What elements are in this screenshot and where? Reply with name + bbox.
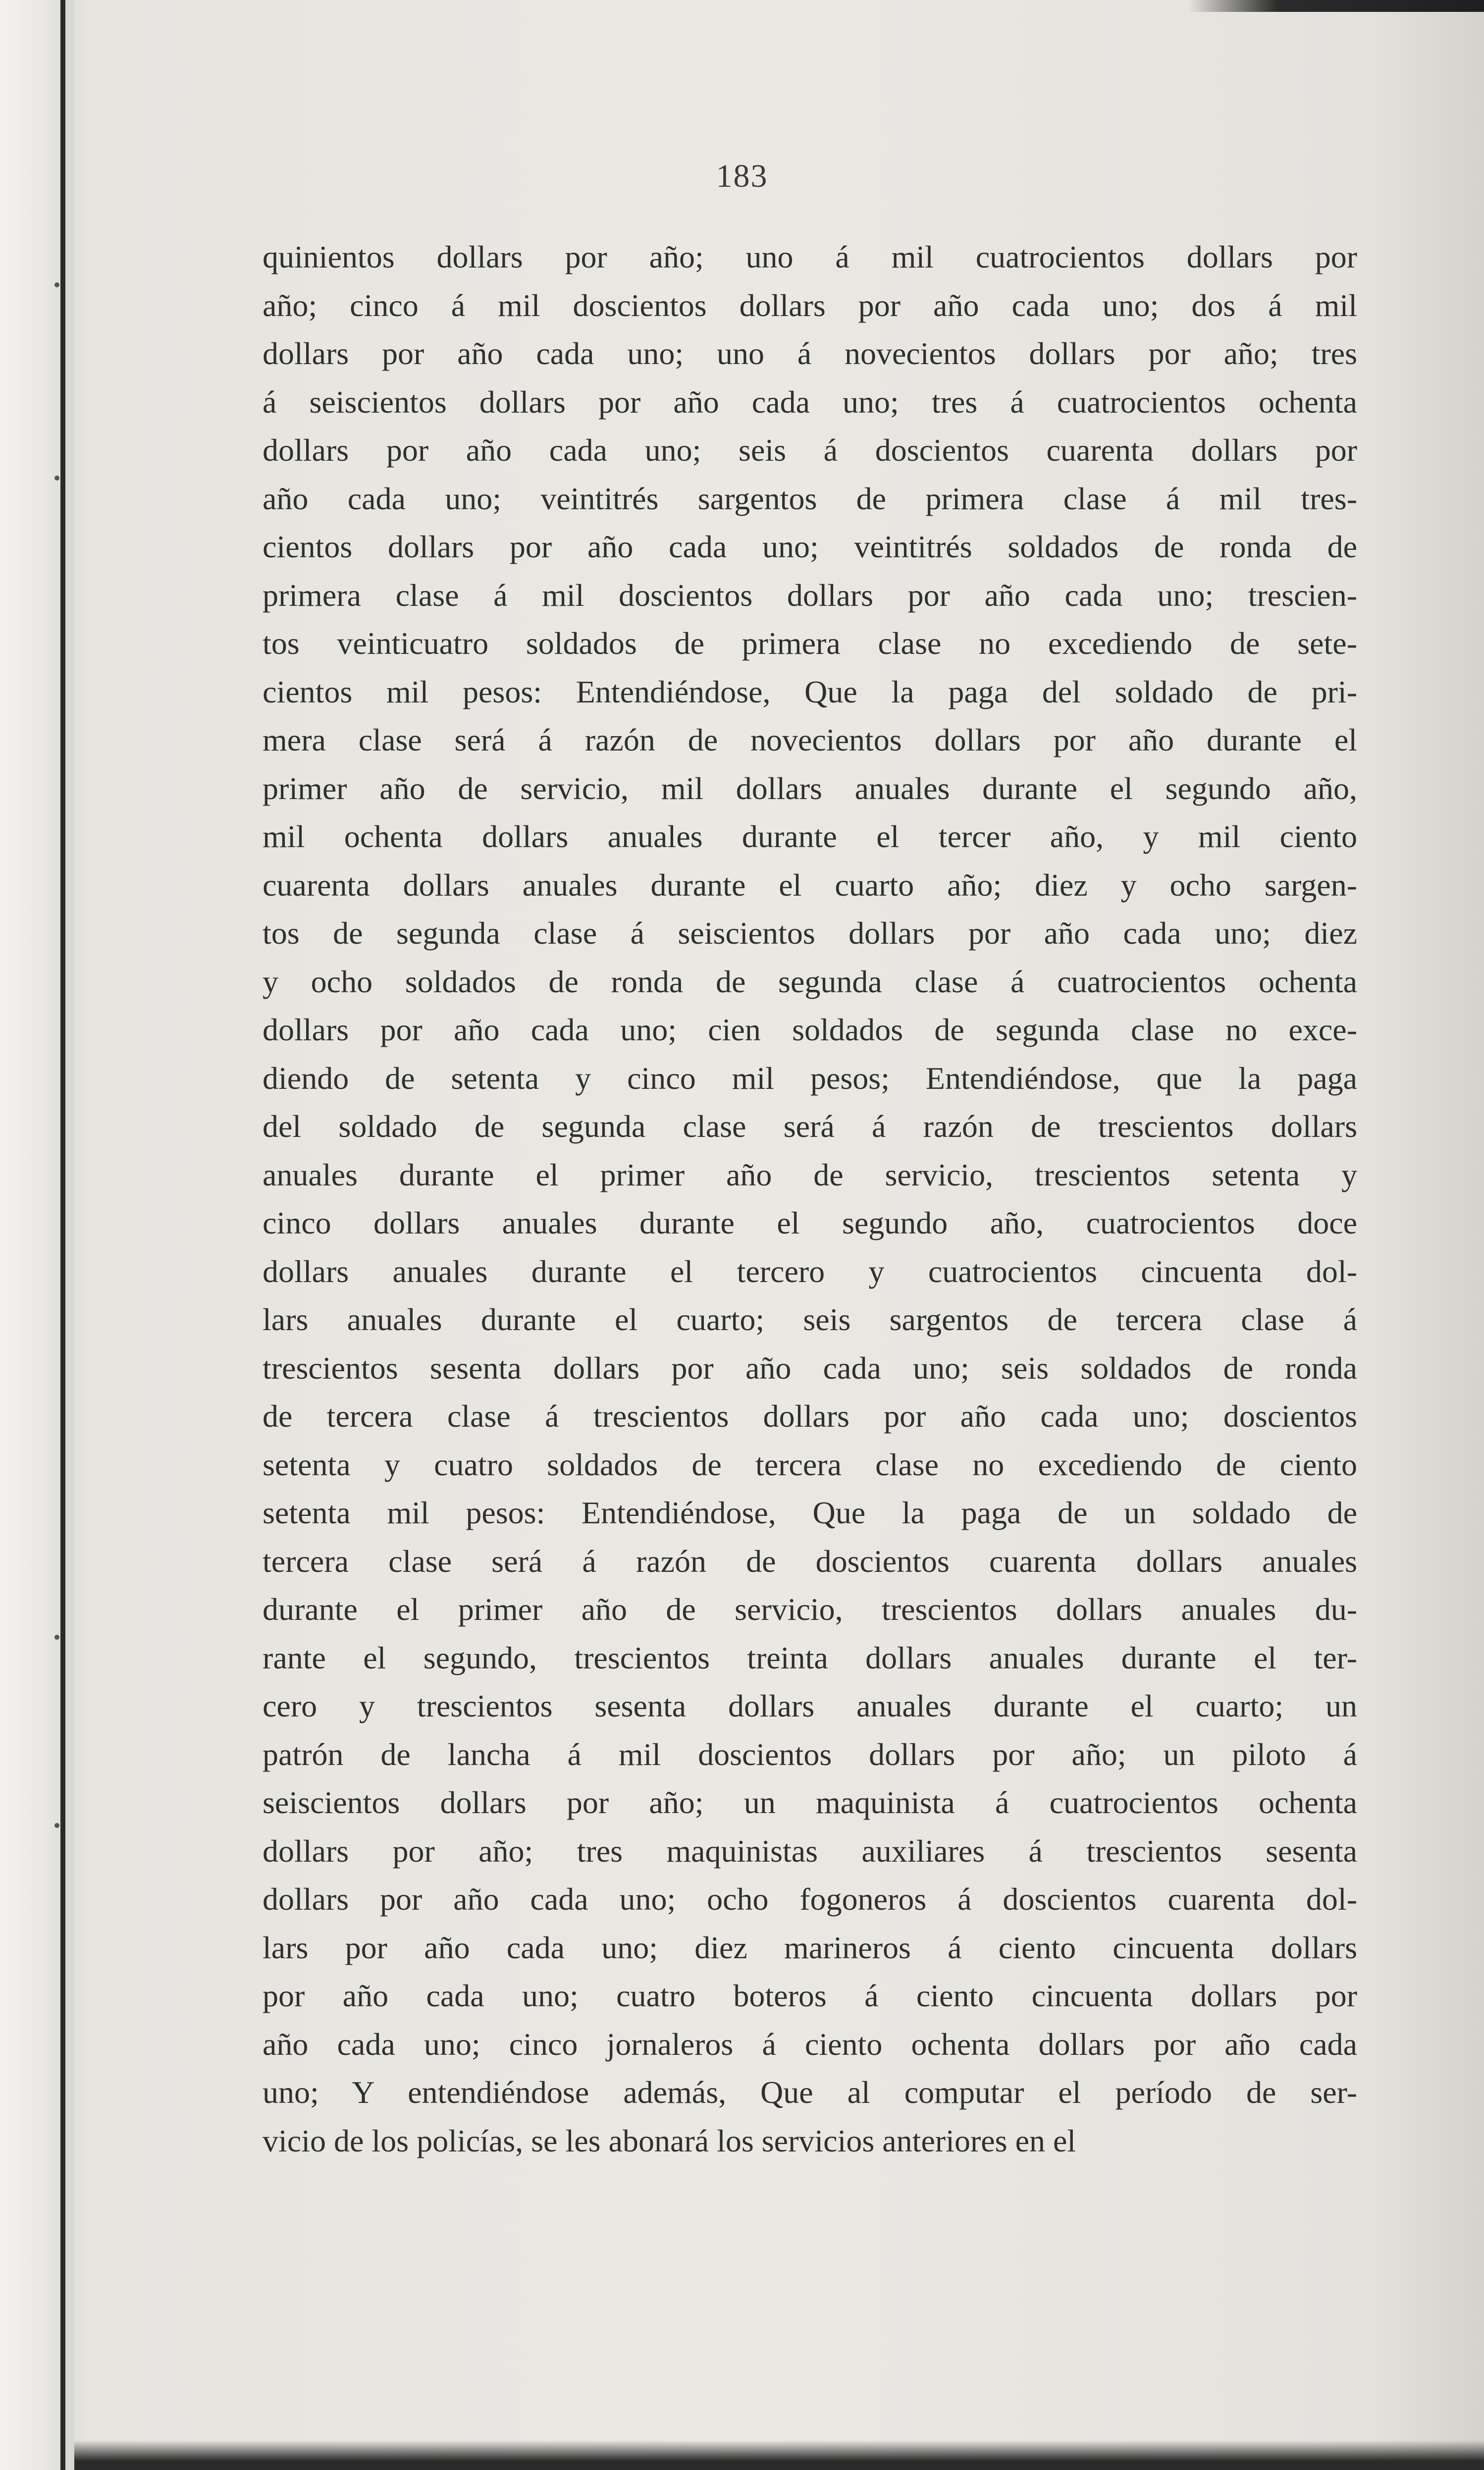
- text-line: uno; Y entendiéndose además, Que al computar el período de ser-: [263, 2075, 1357, 2110]
- text-line: año cada uno; veintitrés sargentos de primera clase á mil tres-: [263, 481, 1357, 516]
- text-line: cientos dollars por año cada uno; veintitrés soldados de ronda de: [263, 529, 1357, 564]
- text-line: trescientos sesenta dollars por año cada uno; seis soldados de ronda: [263, 1350, 1357, 1386]
- text-line: vicio de los policías, se les abonará los servicios anteriores en el: [263, 2123, 1076, 2158]
- text-line: dollars por año cada uno; uno á novecientos dollars por año; tres: [263, 336, 1357, 371]
- text-line: lars anuales durante el cuarto; seis sargentos de tercera clase á: [263, 1302, 1357, 1337]
- text-line: dollars por año cada uno; seis á doscientos cuarenta dollars por: [263, 432, 1357, 468]
- text-line: cinco dollars anuales durante el segundo año, cuatrocientos doce: [263, 1205, 1357, 1240]
- page-number: 183: [716, 158, 768, 194]
- text-line: y ocho soldados de ronda de segunda clase á cuatrocientos ochenta: [263, 964, 1357, 999]
- text-line: del soldado de segunda clase será á razón de trescientos dollars: [263, 1109, 1357, 1144]
- text-line: primera clase á mil doscientos dollars por año cada uno; trescien-: [263, 577, 1357, 613]
- text-line: año cada uno; cinco jornaleros á ciento ochenta dollars por año cada: [263, 2026, 1357, 2062]
- margin-speck: [54, 1635, 59, 1640]
- text-line: tos de segunda clase á seiscientos dollars por año cada uno; diez: [263, 915, 1357, 951]
- text-line: dollars por año; tres maquinistas auxiliares á trescientos sesenta: [263, 1833, 1357, 1869]
- text-line: por año cada uno; cuatro boteros á ciento cincuenta dollars por: [263, 1978, 1357, 2013]
- text-line: setenta mil pesos: Entendiéndose, Que la paga de un soldado de: [263, 1495, 1357, 1530]
- page-bottom-edge: [74, 2440, 1484, 2470]
- text-line: tercera clase será á razón de doscientos cuarenta dollars anuales: [263, 1543, 1357, 1579]
- margin-speck: [54, 476, 59, 481]
- body-text: [263, 233, 1357, 2165]
- text-line: setenta y cuatro soldados de tercera clase no excediendo de ciento: [263, 1447, 1357, 1482]
- text-line: dollars por año cada uno; ocho fogoneros á doscientos cuarenta dol-: [263, 1881, 1357, 1917]
- text-line: seiscientos dollars por año; un maquinista á cuatrocientos ochenta: [263, 1785, 1357, 1820]
- text-line: á seiscientos dollars por año cada uno; tres á cuatrocientos ochenta: [263, 384, 1357, 420]
- text-line: tos veinticuatro soldados de primera clase no excediendo de sete-: [263, 626, 1357, 661]
- text-line: diendo de setenta y cinco mil pesos; Entendiéndose, que la paga: [263, 1060, 1357, 1096]
- text-line: cientos mil pesos: Entendiéndose, Que la paga del soldado de pri-: [263, 674, 1357, 709]
- text-line: primer año de servicio, mil dollars anuales durante el segundo año,: [263, 770, 1357, 806]
- text-line: dollars anuales durante el tercero y cuatrocientos cincuenta dol-: [263, 1253, 1357, 1289]
- text-line: mil ochenta dollars anuales durante el tercer año, y mil ciento: [263, 819, 1357, 854]
- text-line: rante el segundo, trescientos treinta dollars anuales durante el ter-: [263, 1640, 1357, 1675]
- margin-speck: [54, 1823, 59, 1828]
- gutter-shadow: [60, 0, 65, 2470]
- text-line: durante el primer año de servicio, trescientos dollars anuales du-: [263, 1592, 1357, 1627]
- text-line: de tercera clase á trescientos dollars por año cada uno; doscientos: [263, 1398, 1357, 1434]
- text-line: cero y trescientos sesenta dollars anuales durante el cuarto; un: [263, 1688, 1357, 1723]
- text-line: cuarenta dollars anuales durante el cuarto año; diez y ocho sargen-: [263, 867, 1357, 903]
- text-line: quinientos dollars por año; uno á mil cuatrocientos dollars por: [263, 239, 1357, 274]
- text-line: mera clase será á razón de novecientos dollars por año durante el: [263, 722, 1357, 757]
- text-line: lars por año cada uno; diez marineros á ciento cincuenta dollars: [263, 1930, 1357, 1965]
- text-line: año; cinco á mil doscientos dollars por año cada uno; dos á mil: [263, 287, 1357, 323]
- text-line: patrón de lancha á mil doscientos dollars por año; un piloto á: [263, 1736, 1357, 1772]
- text-line: anuales durante el primer año de servicio, trescientos setenta y: [263, 1157, 1357, 1192]
- margin-speck: [54, 282, 59, 287]
- page-top-edge: [1189, 0, 1484, 12]
- text-line: dollars por año cada uno; cien soldados de segunda clase no exce-: [263, 1012, 1357, 1047]
